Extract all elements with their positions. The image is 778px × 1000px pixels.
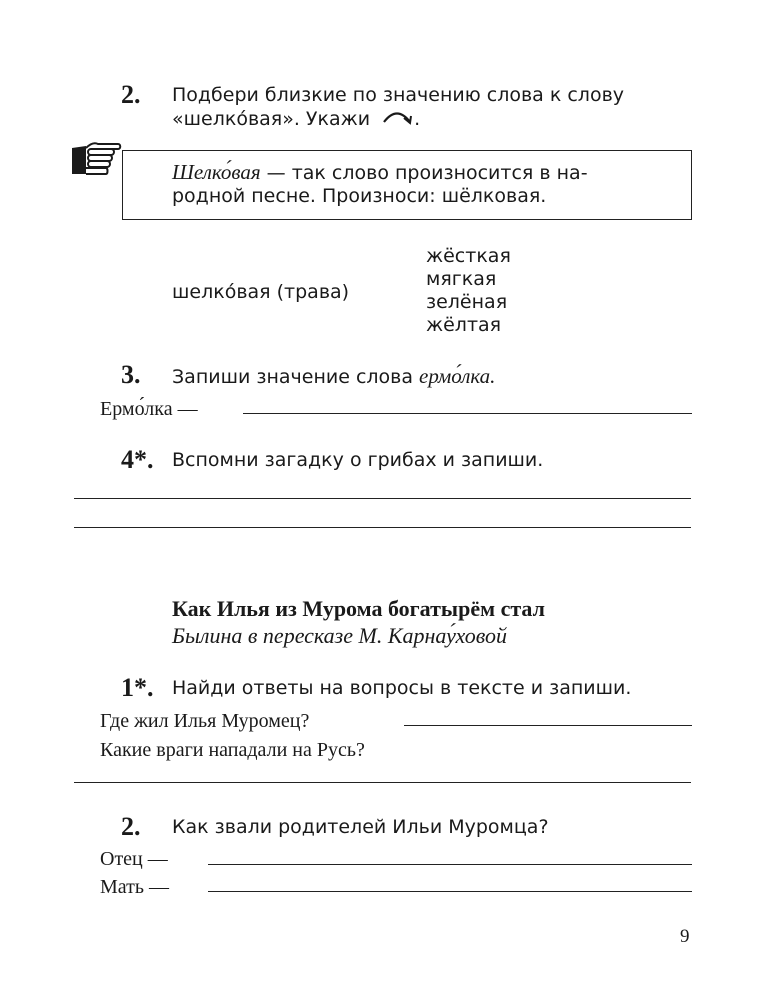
- section-subtitle: Былина в пересказе М. Карнау́ховой: [172, 623, 508, 648]
- pointing-hand-icon: [70, 138, 122, 183]
- task-text: Подбери близкие по значению слова к слову: [172, 84, 625, 106]
- task-text-line2: «шелко́вая». Укажи .: [172, 108, 421, 130]
- note-line2: родной песне. Произноси: шёлковая.: [172, 185, 547, 207]
- task-text: Как звали родителей Ильи Муромца?: [172, 816, 549, 838]
- task-number: 2.: [121, 812, 141, 841]
- task-text: Найди ответы на вопросы в тексте и запиши.: [172, 677, 632, 699]
- section-title: Как Илья из Мурома богатырём стал: [172, 596, 545, 621]
- answer-line[interactable]: [74, 782, 691, 783]
- arc-arrow-icon: [380, 107, 414, 132]
- task-number: 1*.: [121, 673, 154, 702]
- option: мягкая: [426, 268, 497, 290]
- father-label: Отец —: [100, 848, 168, 870]
- answer-line[interactable]: [74, 498, 691, 499]
- question: Где жил Илья Муромец?: [100, 710, 310, 732]
- mother-label: Мать —: [100, 876, 170, 898]
- choice-word: шелко́вая (трава): [172, 281, 350, 303]
- answer-line[interactable]: [243, 413, 692, 414]
- task-text: Вспомни загадку о грибах и запиши.: [172, 449, 544, 471]
- task-number: 3.: [121, 360, 141, 389]
- question: Какие враги нападали на Русь?: [100, 739, 365, 761]
- option: жёсткая: [426, 245, 511, 267]
- answer-line[interactable]: [404, 725, 692, 726]
- task-number: 2.: [121, 80, 141, 109]
- answer-line[interactable]: [208, 864, 692, 865]
- choice-options: [426, 245, 511, 337]
- option: жёлтая: [426, 314, 502, 336]
- note-line1: Шелко́вая — так слово произносится в на-: [172, 160, 588, 184]
- answer-line[interactable]: [74, 527, 691, 528]
- page-number: 9: [680, 926, 690, 947]
- answer-line[interactable]: [208, 891, 692, 892]
- option: зелёная: [426, 291, 508, 313]
- answer-label: Ермо́лка —: [100, 398, 198, 420]
- task-text: Запиши значение слова ермо́лка.: [172, 364, 496, 388]
- task-number: 4*.: [121, 445, 154, 474]
